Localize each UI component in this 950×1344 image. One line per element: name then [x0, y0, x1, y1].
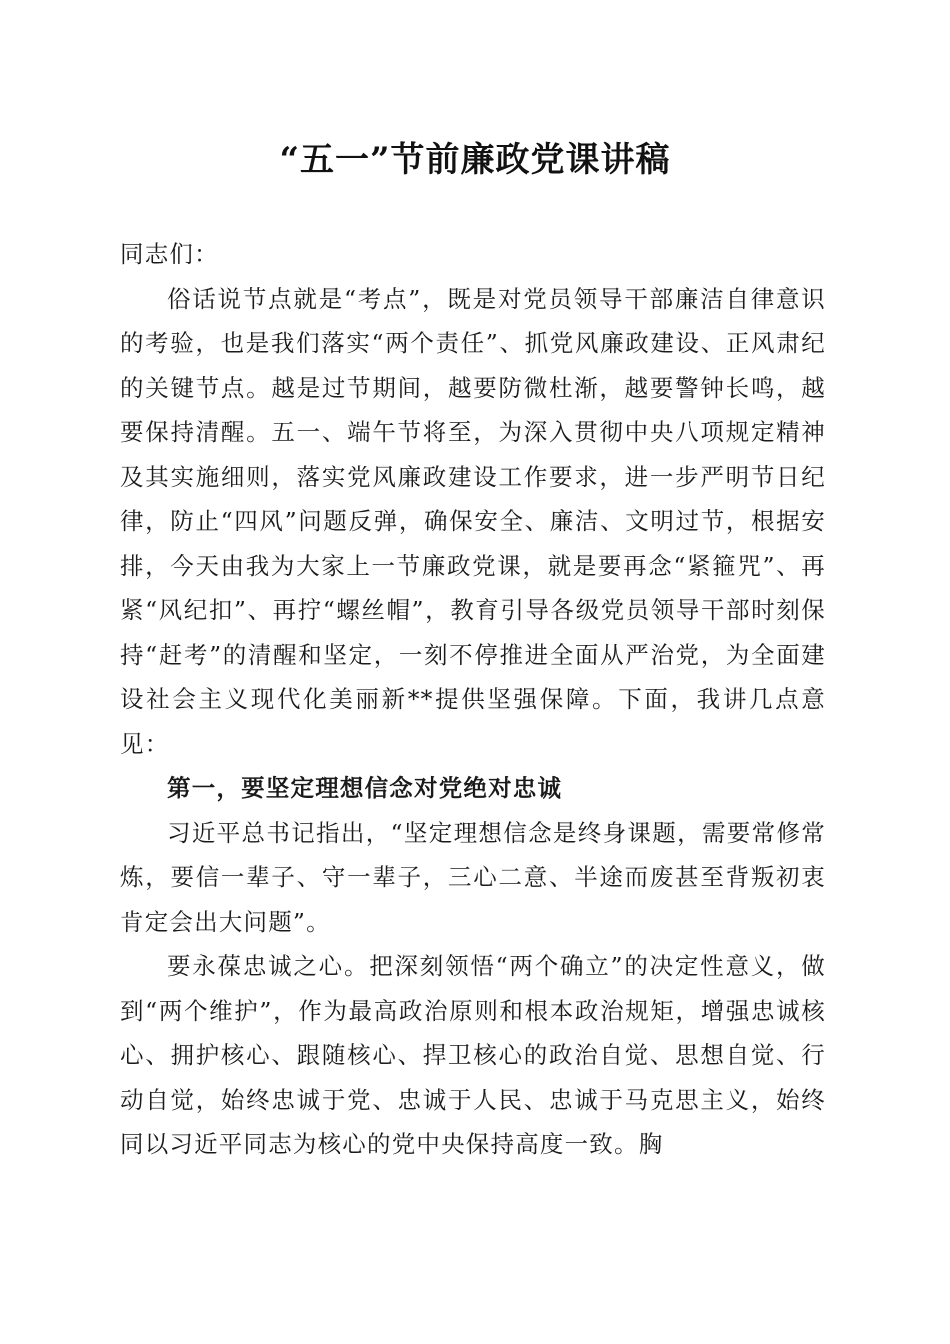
paragraph-quote: 习近平总书记指出，“坚定理想信念是终身课题，需要常修常炼，要信一辈子、守一辈子，三心二意、半途而废甚至背叛初衷肯定会出大问题”。	[120, 818, 826, 936]
salutation: 同志们：	[120, 240, 219, 268]
paragraph-intro: 俗话说节点就是“考点”，既是对党员领导干部廉洁自律意识的考验，也是我们落实“两个责任”、抓党风廉政建设、正风肃纪的关键节点。越是过节期间，越要防微杜渐，越要警钟长鸣，越要保持清醒。五一、端午节将至，为深入贯彻中央八项规定精神及其实施细则，落实党风廉政建设工作要求，进一步严明节日纪律，防止“四风”问题反弹，确保安全、廉洁、文明过节，根据安排，今天由我为大家上一节廉政党课，就是要再念“紧箍咒”、再紧“风纪扣”、再拧“螺丝帽”，教育引导各级党员领导干部时刻保持“赶考”的清醒和坚定，一刻不停推进全面从严治党，为全面建设社会主义现代化美丽新**提供坚强保障。下面，我讲几点意见：	[120, 284, 826, 758]
section-heading-1: 第一，要坚定理想信念对党绝对忠诚	[167, 774, 563, 802]
document-body	[120, 232, 826, 1167]
document-title: “五一”节前廉政党课讲稿	[279, 140, 671, 180]
paragraph-loyalty: 要永葆忠诚之心。把深刻领悟“两个确立”的决定性意义，做到“两个维护”，作为最高政治原则和根本政治规矩，增强忠诚核心、拥护核心、跟随核心、捍卫核心的政治自觉、思想自觉、行动自觉，始终忠诚于党、忠诚于人民、忠诚于马克思主义，始终同以习近平同志为核心的党中央保持高度一致。胸	[120, 952, 826, 1158]
